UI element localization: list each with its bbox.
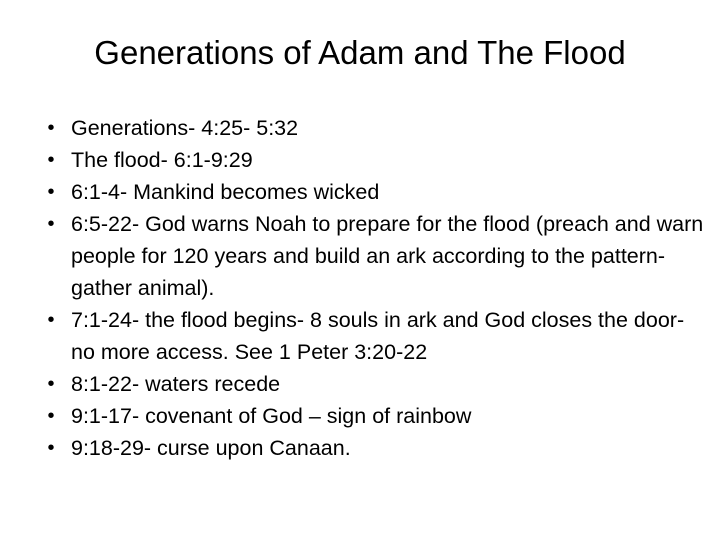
bullet-text: 9:1-17- covenant of God – sign of rainbow	[71, 404, 472, 428]
bullet-icon: •	[47, 437, 55, 459]
list-item	[0, 112, 720, 144]
bullet-text: 6:1-4- Mankind becomes wicked	[71, 180, 380, 204]
bullet-text: 8:1-22- waters recede	[71, 372, 281, 396]
bullet-icon: •	[47, 149, 55, 171]
list-item	[0, 304, 720, 368]
bullet-icon: •	[47, 373, 55, 395]
list-item	[0, 176, 720, 208]
bullet-text: 7:1-24- the flood begins- 8 souls in ark and God closes the door- no more access. See 1 Peter 3:20-22	[71, 308, 685, 364]
bullet-icon: •	[47, 309, 55, 331]
bullet-icon: •	[47, 213, 55, 235]
bullet-icon: •	[47, 181, 55, 203]
bullet-icon: •	[47, 117, 55, 139]
list-item	[0, 144, 720, 176]
list-item	[0, 368, 720, 400]
list-item	[0, 400, 720, 432]
bullet-list	[0, 112, 720, 464]
bullet-text: Generations- 4:25- 5:32	[71, 116, 299, 140]
list-item	[0, 432, 720, 464]
bullet-text: The flood- 6:1-9:29	[71, 148, 253, 172]
bullet-icon: •	[47, 405, 55, 427]
bullet-text: 9:18-29- curse upon Canaan.	[71, 436, 351, 460]
bullet-text: 6:5-22- God warns Noah to prepare for the flood (preach and warn people for 120 years and build an ark according to the pattern- gather animal).	[71, 212, 704, 300]
slide-title: Generations of Adam and The Flood	[94, 34, 626, 71]
list-item	[0, 208, 720, 304]
